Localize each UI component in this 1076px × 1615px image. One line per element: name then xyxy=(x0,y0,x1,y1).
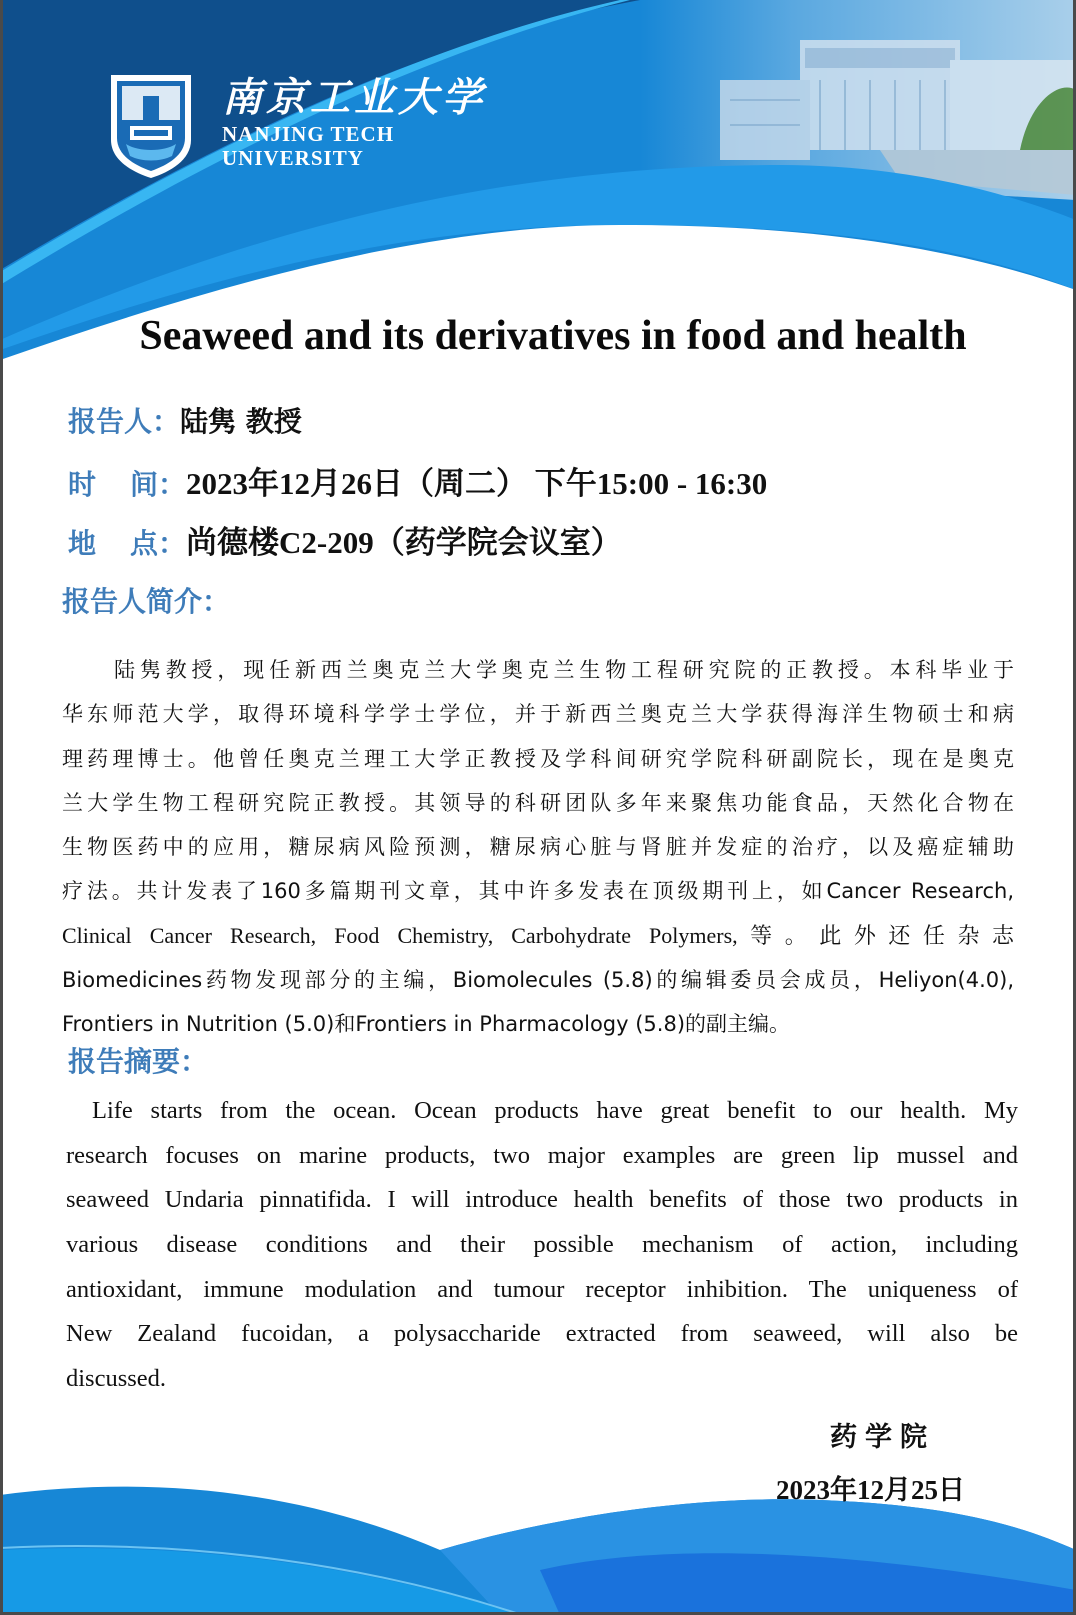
university-name-english-line2: UNIVERSITY xyxy=(222,146,364,170)
university-crest-icon xyxy=(108,72,194,180)
signature-department: 药学院 xyxy=(830,1422,935,1453)
bio-line: 陆隽教授，现任新西兰奥克兰大学奥克兰生物工程研究院的正教授。本科毕业于 xyxy=(114,658,1014,682)
abstract-line: antioxidant, immune modulation and tumour receptor inhibition. The uniqueness of xyxy=(66,1275,1018,1303)
speaker-row xyxy=(68,400,302,440)
bio-line: 理药理博士。他曾任奥克兰理工大学正教授及学科间研究学院科研副院长，现在是奥克 xyxy=(62,746,1014,771)
time-label-part2: 间： xyxy=(130,468,187,501)
bio-line: 生物医药中的应用，糖尿病风险预测，糖尿病心脏与肾脏并发症的治疗，以及癌症辅助 xyxy=(62,835,1014,860)
place-label xyxy=(68,527,186,560)
signature-date: 2023年12月25日 xyxy=(776,1475,965,1505)
bio-line: 疗法。共计发表了160多篇期刊文章，其中许多发表在顶级期刊上，如Cancer Research, xyxy=(62,879,1014,904)
abstract-line: various disease conditions and their possible mechanism of action, including xyxy=(66,1231,1018,1259)
bio-line: Clinical Cancer Research, Food Chemistry, Carbohydrate Polymers,等。此外还任杂志 xyxy=(62,922,1014,948)
bio-line: 华东师范大学，取得环境科学学士学位，并于新西兰奥克兰大学获得海洋生物硕士和病 xyxy=(62,702,1014,727)
speaker-label: 报告人： xyxy=(68,405,181,438)
university-name-english xyxy=(222,122,394,170)
abstract-heading: 报告摘要： xyxy=(68,1045,209,1078)
lecture-abstract xyxy=(66,1089,1018,1402)
time-label xyxy=(68,468,186,501)
time-value: 2023年12月26日（周二） 下午15:00 - 16:30 xyxy=(186,466,768,501)
bio-line: Frontiers in Nutrition (5.0)和Frontiers in Pharmacology (5.8)的副主编。 xyxy=(62,1012,791,1037)
university-name-chinese: 南京工业大学 xyxy=(222,74,486,121)
bio-line: 兰大学生物工程研究院正教授。其领导的科研团队多年来聚焦功能食品，天然化合物在 xyxy=(62,790,1014,815)
place-value: 尚德楼C2-209（药学院会议室） xyxy=(186,525,622,560)
place-row xyxy=(68,517,622,562)
place-label-part2: 点： xyxy=(130,527,187,560)
abstract-line: New Zealand fucoidan, a polysaccharide extracted from seaweed, will also be xyxy=(66,1320,1018,1348)
university-name-english-line1: NANJING TECH xyxy=(222,122,395,146)
time-row xyxy=(68,458,767,503)
speaker-bio xyxy=(62,648,1014,1047)
lecture-title: Seaweed and its derivatives in food and health xyxy=(139,313,967,359)
place-label-part1: 地 xyxy=(68,527,97,560)
abstract-line: research focuses on marine products, two major examples are green lip mussel and xyxy=(66,1141,1018,1169)
header-banner xyxy=(0,0,1076,360)
time-label-part1: 时 xyxy=(68,468,97,501)
footer-waves xyxy=(0,1430,1076,1615)
speaker-value: 陆隽 教授 xyxy=(180,405,302,438)
abstract-line: Life starts from the ocean. Ocean products have great benefit to our health. My xyxy=(92,1097,1018,1124)
abstract-line: discussed. xyxy=(66,1365,167,1393)
bio-line: Biomedicines药物发现部分的主编，Biomolecules (5.8)的编辑委员会成员，Heliyon(4.0), xyxy=(62,968,1014,993)
abstract-line: seaweed Undaria pinnatifida. I will introduce health benefits of those two products in xyxy=(66,1186,1018,1214)
bio-heading: 报告人简介： xyxy=(62,585,231,618)
